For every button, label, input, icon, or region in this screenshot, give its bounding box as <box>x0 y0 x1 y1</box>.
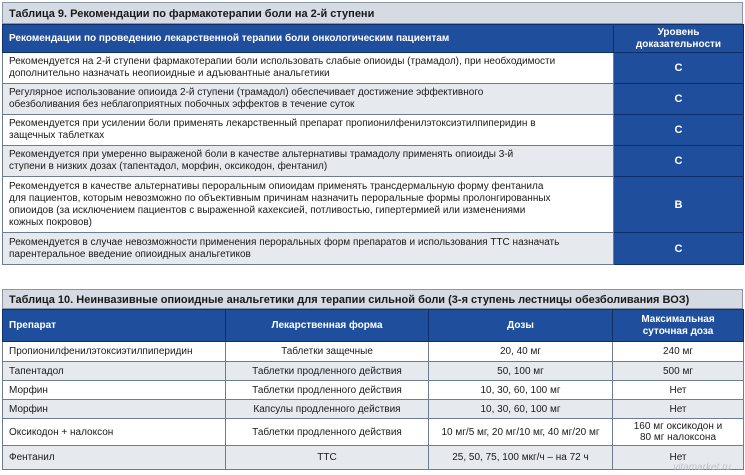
table-row <box>3 419 744 446</box>
doses-cell: 10, 30, 60, 100 мг <box>429 381 613 400</box>
doses-cell: 50, 100 мг <box>429 362 613 381</box>
table-9-grid <box>2 24 744 265</box>
table-9 <box>2 2 743 265</box>
header-max-daily-dose: Максимальная суточная доза <box>613 310 744 342</box>
form-cell: ТТС <box>226 446 429 470</box>
table-row <box>3 115 744 146</box>
doses-cell: 20, 40 мг <box>429 342 613 362</box>
table-10 <box>2 289 743 470</box>
max-dose-cell: Нет <box>613 446 744 470</box>
max-dose-cell: Нет <box>613 381 744 400</box>
recommendation-text: Рекомендуется при умеренно выраженой боли в качестве альтернативы трамадолу применять опиоиды 3-й ступени в низких дозах (тапентадол, морфин, оксикодон, фентанил) <box>3 146 614 177</box>
form-cell: Таблетки продленного действия <box>226 381 429 400</box>
evidence-level-badge: C <box>614 84 744 115</box>
table-row <box>3 53 744 84</box>
header-evidence-level: Уровень доказательности <box>614 25 744 53</box>
evidence-level-badge: C <box>614 146 744 177</box>
max-dose-cell: 240 мг <box>613 342 744 362</box>
header-recommendations: Рекомендации по проведению лекарственной терапии боли онкологическим пациентам <box>3 25 614 53</box>
table-row <box>3 146 744 177</box>
form-cell: Капсулы продленного действия <box>226 400 429 419</box>
header-drug: Препарат <box>3 310 226 342</box>
recommendation-text: Рекомендуется в качестве альтернативы пероральным опиоидам применять трансдермальную форму фентанила для пациентов, которым невозможно по объективным причинам назначить пероральные формы пролонгированных опиоидов (за исключением пациентов с выраженной кахексией, потливостью, гипертермией или изменениями кожных покровов) <box>3 177 614 233</box>
watermark: vitamarket.ru <box>673 462 731 473</box>
form-cell: Таблетки защечные <box>226 342 429 362</box>
drug-cell: Фентанил <box>3 446 226 470</box>
table-row <box>3 381 744 400</box>
table-row <box>3 400 744 419</box>
recommendation-text: Рекомендуется при усилении боли применять лекарственный препарат пропионилфенилэтоксиэтилпиперидин в защечных таблетках <box>3 115 614 146</box>
max-dose-cell: 500 мг <box>613 362 744 381</box>
table-row <box>3 342 744 362</box>
doses-cell: 10, 30, 60, 100 мг <box>429 400 613 419</box>
drug-cell: Морфин <box>3 381 226 400</box>
drug-cell: Тапентадол <box>3 362 226 381</box>
header-doses: Дозы <box>429 310 613 342</box>
form-cell: Таблетки продленного действия <box>226 419 429 446</box>
table-9-caption: Таблица 9. Рекомендации по фармакотерапии боли на 2-й ступени <box>2 2 743 24</box>
evidence-level-badge: C <box>614 115 744 146</box>
drug-cell: Оксикодон + налоксон <box>3 419 226 446</box>
evidence-level-badge: C <box>614 53 744 84</box>
table-10-caption: Таблица 10. Неинвазивные опиоидные анальгетики для терапии сильной боли (3-я ступень лестницы обезболивания ВОЗ) <box>2 289 743 309</box>
drug-cell: Морфин <box>3 400 226 419</box>
recommendation-text: Рекомендуется в случае невозможности применения пероральных форм препаратов и использования ТТС назначать парентеральное введение опиоидных анальгетиков <box>3 233 614 265</box>
doses-cell: 25, 50, 75, 100 мкг/ч – на 72 ч <box>429 446 613 470</box>
form-cell: Таблетки продленного действия <box>226 362 429 381</box>
evidence-level-badge: B <box>614 177 744 233</box>
header-form: Лекарственная форма <box>226 310 429 342</box>
table-9-header-row <box>3 25 744 53</box>
evidence-level-badge: C <box>614 233 744 265</box>
max-dose-cell: Нет <box>613 400 744 419</box>
table-row <box>3 362 744 381</box>
recommendation-text: Рекомендуется на 2-й ступени фармакотерапии боли использовать слабые опиоиды (трамадол), при необходимости дополнительно назначать неопиоидные и адъювантные анальгетики <box>3 53 614 84</box>
doses-cell: 10 мг/5 мг, 20 мг/10 мг, 40 мг/20 мг <box>429 419 613 446</box>
table-10-grid <box>2 309 744 470</box>
table-row <box>3 233 744 265</box>
recommendation-text: Регулярное использование опиоида 2-й ступени (трамадол) обеспечивает достижение эффективного обезболивания без неблагоприятных побочных эффектов в течение суток <box>3 84 614 115</box>
table-row <box>3 84 744 115</box>
table-10-header-row <box>3 310 744 342</box>
table-row <box>3 446 744 470</box>
table-row <box>3 177 744 233</box>
drug-cell: Пропионилфенилэтоксиэтилпиперидин <box>3 342 226 362</box>
max-dose-cell: 160 мг оксикодон и 80 мг налоксона <box>613 419 744 446</box>
